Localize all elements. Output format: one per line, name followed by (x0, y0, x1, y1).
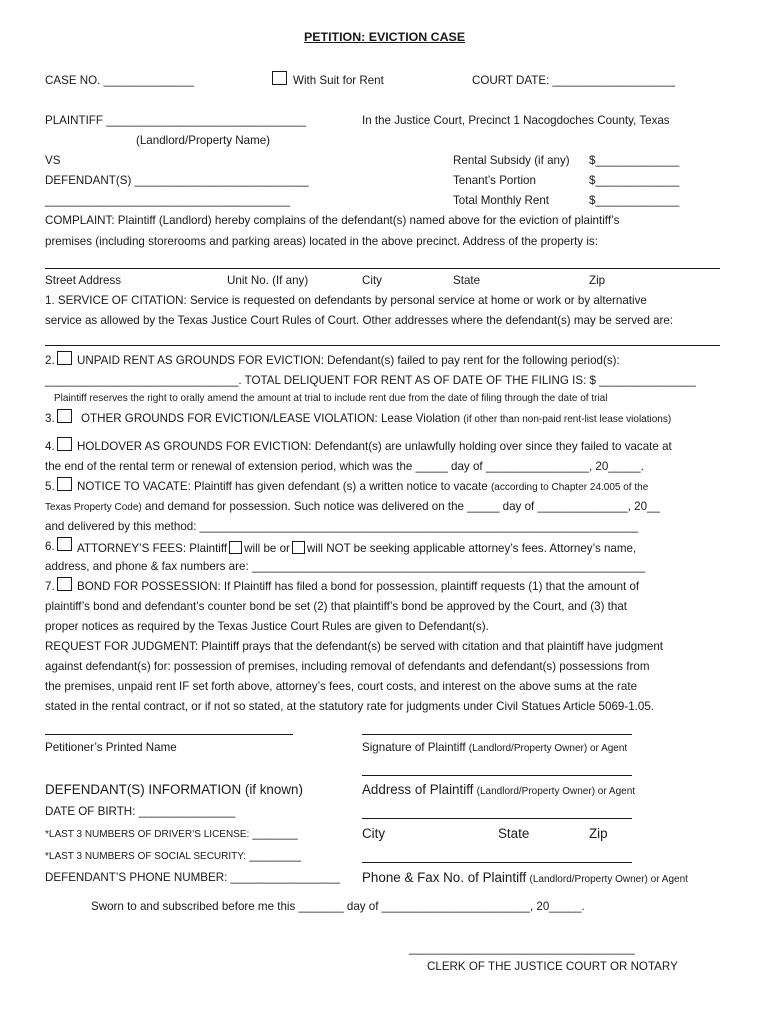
defendants-field[interactable]: DEFENDANT(S) ___________________________ (45, 174, 309, 187)
total-monthly-rent-field[interactable]: $_____________ (589, 194, 680, 207)
defendant-phone-field[interactable]: DEFENDANT’S PHONE NUMBER: _________________ (45, 871, 341, 884)
plaintiff-zip-caption: Zip (589, 826, 608, 841)
landlord-name-caption: (Landlord/Property Name) (136, 134, 271, 147)
state-caption: State (453, 274, 481, 287)
request-judgment-text-4: stated in the rental contract, or if not so stated, at the statutory rate for judgments under Civil Statues Article 5069-1.05. (45, 700, 654, 713)
plaintiff-city-caption: City (362, 826, 386, 841)
lease-violation-label: OTHER GROUNDS FOR EVICTION/LEASE VIOLATION: Lease Violation (81, 412, 461, 425)
holdover-text-1: HOLDOVER AS GROUNDS FOR EVICTION: Defendant(s) are unlawfully holding over since they failed to vacate at (77, 440, 672, 453)
service-of-citation-text-2: service as allowed by the Texas Justice Court Rules of Court. Other addresses where the defendant(s) may be served are: (45, 314, 674, 327)
will-be-label: will be or (244, 542, 290, 555)
section-4-number: 4. (45, 440, 55, 453)
date-of-birth-field[interactable]: DATE OF BIRTH: _______________ (45, 805, 236, 818)
drivers-license-field[interactable] (45, 828, 298, 840)
plaintiff-field[interactable]: PLAINTIFF _______________________________ (45, 114, 307, 127)
defendant-info-heading: DEFENDANT(S) INFORMATION (if known) (45, 782, 303, 797)
will-be-checkbox[interactable] (229, 541, 242, 554)
bond-for-possession-checkbox[interactable] (57, 577, 72, 591)
section-5-number: 5. (45, 480, 55, 493)
plaintiff-signature-label: Signature of Plaintiff (362, 741, 466, 754)
with-suit-for-rent-label: With Suit for Rent (293, 74, 384, 87)
property-address-line[interactable] (45, 268, 720, 269)
plaintiff-address-caption (362, 783, 635, 797)
attorney-fees-text (77, 541, 636, 555)
notice-to-vacate-text-2[interactable] (45, 501, 660, 513)
plaintiff-address-label: Address of Plaintiff (362, 782, 474, 797)
holdover-text-2[interactable]: the end of the rental term or renewal of extension period, which was the _____ day of ________________, 20_____. (45, 460, 644, 473)
notice-to-vacate-checkbox[interactable] (57, 477, 72, 491)
lease-violation-checkbox[interactable] (57, 409, 72, 423)
unpaid-rent-text: UNPAID RENT AS GROUNDS FOR EVICTION: Defendant(s) failed to pay rent for the following period(s): (77, 354, 620, 367)
court-name: In the Justice Court, Precinct 1 Nacogdoches County, Texas (362, 114, 670, 127)
bond-text-2: plaintiff’s bond and defendant’s counter bond be set (2) that plaintiff’s bond be approved by the Court, and (3) that (45, 600, 628, 613)
sworn-statement[interactable]: Sworn to and subscribed before me this _______ day of _______________________, 20_____. (91, 900, 585, 913)
section-6-number: 6. (45, 540, 55, 553)
section-7-number: 7. (45, 580, 55, 593)
bond-text-3: proper notices as required by the Texas Justice Court Rules are given to Defendant(s). (45, 620, 489, 633)
plaintiff-phone-fax-note: (Landlord/Property Owner) or Agent (529, 874, 688, 885)
plaintiff-signature-note: (Landlord/Property Owner) or Agent (468, 743, 628, 754)
notice-delivered-date[interactable]: and demand for possession. Such notice was delivered on the _____ day of ______________, 20__ (144, 500, 660, 513)
drivers-license-label: *LAST 3 NUMBERS OF DRIVER’S LICENSE: (45, 829, 250, 840)
section-2-number: 2. (45, 354, 55, 367)
printed-name-line[interactable] (45, 734, 293, 735)
rental-subsidy-label: Rental Subsidy (if any) (453, 154, 570, 167)
plaintiff-phone-fax-label: Phone & Fax No. of Plaintiff (362, 870, 527, 885)
defendants-field-line2[interactable]: ______________________________________ (45, 194, 291, 207)
clerk-signature-line[interactable]: ___________________________________ (409, 942, 635, 955)
plaintiff-signature-caption (362, 742, 627, 754)
unit-number-caption: Unit No. (If any) (227, 274, 309, 287)
delivery-method-field[interactable]: and delivered by this method: ____________________________________________________________________ (45, 520, 639, 533)
plaintiff-phone-line[interactable] (362, 862, 632, 863)
request-judgment-text-1: REQUEST FOR JUDGMENT: Plaintiff prays that the defendant(s) be served with citation and that plaintiff have judgment (45, 640, 663, 653)
service-of-citation-text-1: 1. SERVICE OF CITATION: Service is requested on defendants by personal service at home or work or by alternative (45, 294, 647, 307)
total-monthly-rent-label: Total Monthly Rent (453, 194, 550, 207)
notice-to-vacate-text-1 (77, 481, 648, 493)
plaintiff-phone-fax-caption (362, 871, 688, 885)
unpaid-rent-total-field[interactable]: ______________________________. TOTAL DELIQUENT FOR RENT AS OF DATE OF THE FILING IS: $ _______________ (45, 374, 696, 387)
tenants-portion-field[interactable]: $_____________ (589, 174, 680, 187)
plaintiff-address-top-line[interactable] (362, 775, 632, 776)
lease-violation-text (81, 413, 671, 425)
service-address-line[interactable] (45, 345, 720, 346)
bond-text-1: BOND FOR POSSESSION: If Plaintiff has filed a bond for possession, plaintiff requests (1) that the amount of (77, 580, 640, 593)
property-code-note: Texas Property Code) (45, 502, 142, 513)
plaintiff-address-note: (Landlord/Property Owner) or Agent (476, 786, 636, 797)
court-date-field[interactable]: COURT DATE: ___________________ (472, 74, 676, 87)
attorney-fees-checkbox[interactable] (57, 537, 72, 551)
printed-name-caption: Petitioner’s Printed Name (45, 741, 177, 754)
rental-subsidy-field[interactable]: $_____________ (589, 154, 680, 167)
zip-caption: Zip (589, 274, 606, 287)
notice-to-vacate-label: NOTICE TO VACATE: Plaintiff has given defendant (s) a written notice to vacate (77, 480, 488, 493)
request-judgment-text-3: the premises, unpaid rent IF set forth above, attorney’s fees, court costs, and interest on the above sums at the rate (45, 680, 638, 693)
with-suit-for-rent-checkbox[interactable] (272, 71, 287, 85)
social-security-blank[interactable]: ________ (246, 849, 301, 862)
attorney-fees-label: ATTORNEY’S FEES: Plaintiff (77, 542, 228, 555)
will-not-be-checkbox[interactable] (292, 541, 305, 554)
holdover-checkbox[interactable] (57, 437, 72, 451)
tenants-portion-label: Tenant’s Portion (453, 174, 536, 187)
plaintiff-address-line[interactable] (362, 818, 632, 819)
case-number-field[interactable]: CASE NO. ______________ (45, 74, 194, 87)
complaint-text-1: COMPLAINT: Plaintiff (Landlord) hereby complains of the defendant(s) named above for the eviction of plaintiff’s (45, 214, 620, 227)
drivers-license-blank[interactable]: _______ (249, 827, 298, 840)
page-title: PETITION: EVICTION CASE (304, 30, 466, 44)
will-not-be-label: will NOT be seeking applicable attorney’s fees. Attorney’s name, (306, 542, 637, 555)
social-security-label: *LAST 3 NUMBERS OF SOCIAL SECURITY: (45, 851, 247, 862)
versus-label: VS (45, 154, 61, 167)
notice-to-vacate-note: (according to Chapter 24.005 of the (490, 482, 649, 493)
social-security-field[interactable] (45, 850, 301, 862)
attorney-info-field[interactable]: address, and phone & fax numbers are: _____________________________________________________________ (45, 560, 646, 573)
city-caption: City (362, 274, 382, 287)
lease-violation-note: (if other than non-paid rent-list lease violations) (463, 414, 672, 425)
street-address-caption: Street Address (45, 274, 122, 287)
request-judgment-text-2: against defendant(s) for: possession of premises, including removal of defendants and defendant(s) possessions from (45, 660, 650, 673)
plaintiff-signature-line[interactable] (362, 734, 632, 735)
unpaid-rent-note: Plaintiff reserves the right to orally amend the amount at trial to include rent due from the date of filing through the date of trial (54, 393, 608, 404)
unpaid-rent-checkbox[interactable] (57, 351, 72, 365)
section-3-number: 3. (45, 412, 55, 425)
plaintiff-state-caption: State (498, 826, 530, 841)
clerk-caption: CLERK OF THE JUSTICE COURT OR NOTARY (427, 960, 678, 973)
complaint-text-2: premises (including storerooms and parking areas) located in the above precinct. Address of the property is: (45, 235, 598, 248)
